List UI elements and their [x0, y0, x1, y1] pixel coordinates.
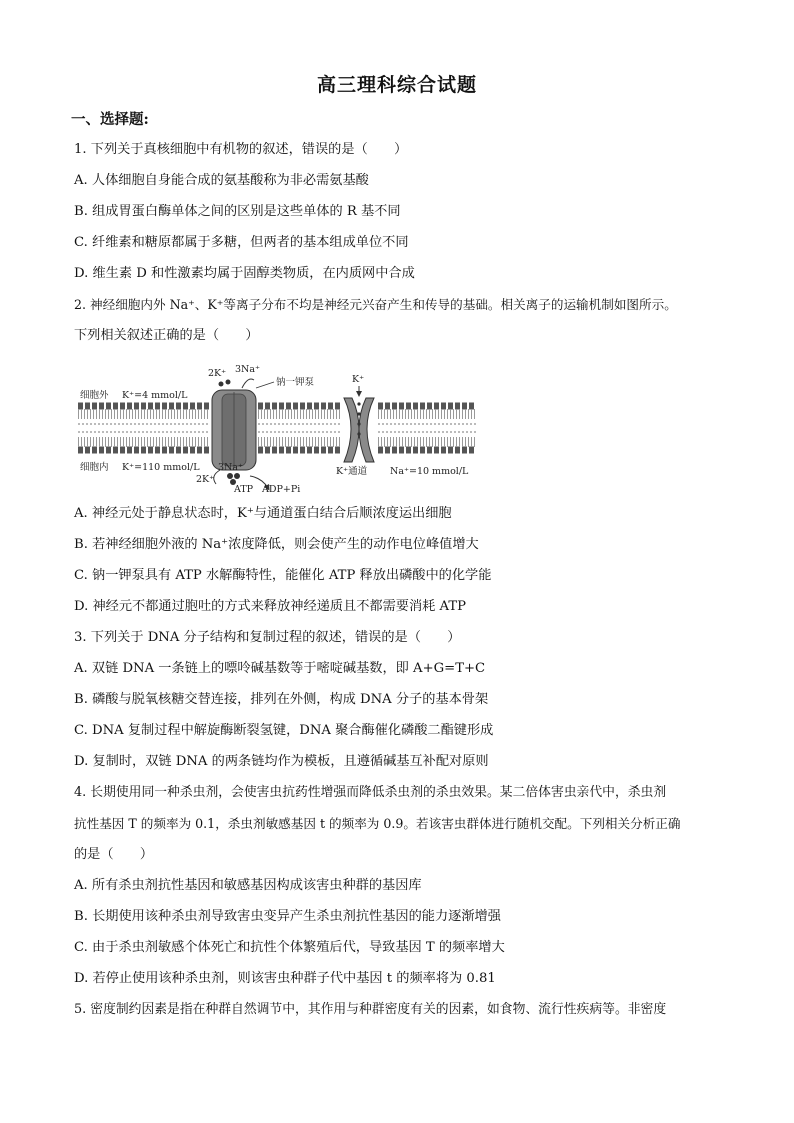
- question-2-stem-line-1: 2. 神经细胞内外 Na⁺、K⁺等离子分布不均是神经元兴奋产生和传导的基础。相关离子的运输机制如图所示。: [74, 297, 677, 312]
- question-3-option-a: A. 双链 DNA 一条链上的嘌呤碱基数等于嘧啶碱基数，即 A+G=T+C: [74, 661, 486, 676]
- pump-top-2k-label: 2K⁺: [208, 368, 227, 379]
- lipid-bilayer-right: [378, 406, 476, 450]
- page-title: 高三理科综合试题: [316, 74, 477, 96]
- question-1-option-a: A. 人体细胞自身能合成的氨基酸称为非必需氨基酸: [74, 173, 369, 188]
- outside-k-concentration: K⁺=4 mmol/L: [122, 390, 188, 401]
- question-1-option-c: C. 纤维素和糖原都属于多糖，但两者的基本组成单位不同: [74, 235, 409, 250]
- question-2-option-d: D. 神经元不都通过胞吐的方式来释放神经递质且不都需要消耗 ATP: [74, 599, 467, 614]
- question-3-option-b: B. 磷酸与脱氧核糖交替连接，排列在外侧，构成 DNA 分子的基本骨架: [74, 692, 489, 707]
- ion-transport-figure: [78, 358, 478, 498]
- question-2-option-c: C. 钠一钾泵具有 ATP 水解酶特性，能催化 ATP 释放出磷酸中的化学能: [74, 568, 492, 583]
- question-3-stem: 3. 下列关于 DNA 分子结构和复制过程的叙述，错误的是（ ）: [74, 630, 461, 645]
- pump-bottom-2k-label: 2K⁺: [196, 474, 215, 485]
- question-4-stem-line-2: 抗性基因 T 的频率为 0.1，杀虫剂敏感基因 t 的频率为 0.9。若该害虫群体进行随机交配。下列相关分析正确: [74, 816, 681, 831]
- question-4-stem-line-3: 的是（ ）: [74, 847, 154, 862]
- question-4-option-c: C. 由于杀虫剂敏感个体死亡和抗性个体繁殖后代，导致基因 T 的频率增大: [74, 940, 505, 955]
- question-5-stem-line-1: 5. 密度制约因素是指在种群自然调节中，其作用与种群密度有关的因素，如食物、流行性疾病等。非密度: [74, 1002, 667, 1017]
- pump-label: 钠一钾泵: [276, 377, 315, 388]
- lipid-bilayer-middle: [258, 406, 340, 450]
- question-1-stem: 1. 下列关于真核细胞中有机物的叙述，错误的是（ ）: [74, 142, 408, 157]
- question-1-option-b: B. 组成胃蛋白酶单体之间的区别是这些单体的 R 基不同: [74, 204, 401, 219]
- question-4-stem-line-1: 4. 长期使用同一种杀虫剂，会使害虫抗药性增强而降低杀虫剂的杀虫效果。某二倍体害虫亲代中，杀虫剂: [74, 785, 667, 800]
- question-2-stem-line-2: 下列相关叙述正确的是（ ）: [74, 328, 259, 343]
- question-1-option-d: D. 维生素 D 和性激素均属于固醇类物质，在内质网中合成: [74, 266, 415, 281]
- question-4-option-b: B. 长期使用该种杀虫剂导致害虫变异产生杀虫剂抗性基因的能力逐渐增强: [74, 909, 501, 924]
- inside-k-concentration: K⁺=110 mmol/L: [122, 462, 200, 473]
- channel-top-k-label: K⁺: [352, 374, 365, 385]
- question-2-option-a: A. 神经元处于静息状态时，K⁺与通道蛋白结合后顺浓度运出细胞: [74, 506, 452, 521]
- inside-label: 细胞内: [80, 462, 109, 473]
- question-2-option-b: B. 若神经细胞外液的 Na⁺浓度降低，则会使产生的动作电位峰值增大: [74, 537, 479, 552]
- question-3-option-c: C. DNA 复制过程中解旋酶断裂氢键，DNA 聚合酶催化磷酸二酯键形成: [74, 723, 494, 738]
- pump-top-3na-label: 3Na⁺: [235, 364, 261, 375]
- inside-na-concentration: Na⁺=10 mmol/L: [390, 466, 469, 477]
- atp-label: ATP: [234, 484, 254, 495]
- section-heading: 一、选择题:: [71, 111, 149, 128]
- adp-pi-label: ADP+Pi: [262, 484, 301, 495]
- outside-label: 细胞外: [80, 390, 109, 401]
- pump-bottom-3na-label: 3Na⁺: [218, 462, 244, 473]
- potassium-channel: [344, 386, 374, 462]
- question-3-option-d: D. 复制时，双链 DNA 的两条链均作为模板，且遵循碱基互补配对原则: [74, 754, 489, 769]
- question-4-option-d: D. 若停止使用该种杀虫剂，则该害虫种群子代中基因 t 的频率将为 0.81: [74, 971, 496, 986]
- question-4-option-a: A. 所有杀虫剂抗性基因和敏感基因构成该害虫种群的基因库: [74, 878, 422, 893]
- lipid-bilayer-left: [78, 406, 210, 450]
- membrane-diagram: [78, 358, 478, 498]
- channel-label: K⁺通道: [336, 466, 368, 477]
